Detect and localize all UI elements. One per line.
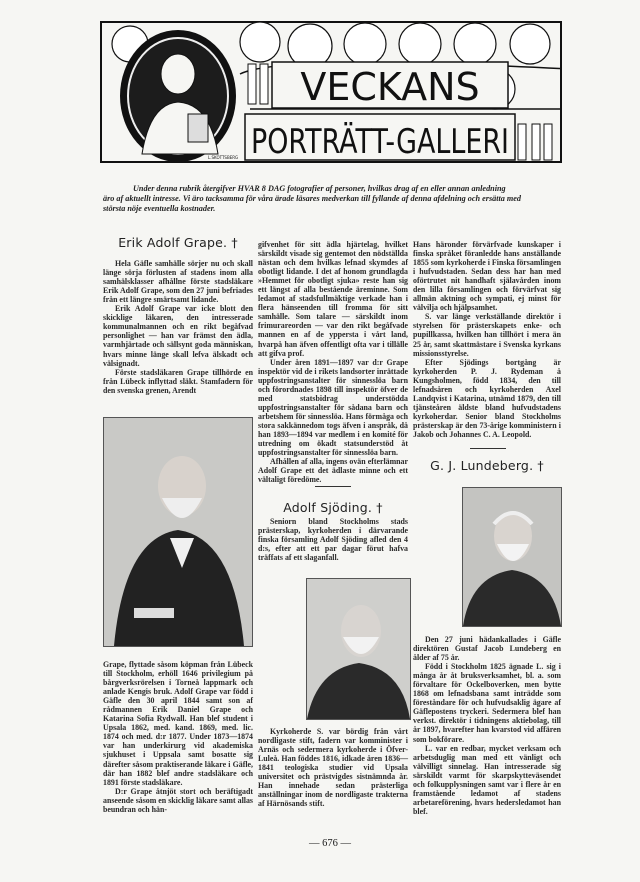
intro-line: Under denna rubrik återgifver HVAR 8 DAG fotografier af personer, hvilkas drag af en eller annan anledning xyxy=(133,184,506,193)
paragraph: L. var en redbar, mycket verksam och arbetsduglig man med ett vänligt och välvilligt sinnelag. Han intresserade sig särskildt varmt för skarpskytteväsendet och folkupplysningen samt var i flere år en framstående ledamot af stadens arbetareförening, hvars hedersledamot han blef. xyxy=(413,743,561,816)
article-lundeberg xyxy=(413,635,561,816)
paragraph: D:r Grape åtnjöt stort och beräftigadt anseende såsom en skicklig läkare samt allas beundran och hän- xyxy=(103,786,253,814)
paragraph: S. var länge verkställande direktör i styrelsen för prästerskapets enke- och pupillkassa, hvilken han tillhört i mera än 25 år, samt skattmästare i Svenska kyrkans missionsstyrelse. xyxy=(413,312,561,358)
paragraph: Erik Adolf Grape var icke blott den skicklige läkaren, den intresserade kommunalmannen och en rikt begåfvad personlighet — han var främst den ädla, varmhjärtade och sällsynt goda människan, hvars minne länge skall lefva älskadt och välsignadt. xyxy=(103,304,253,368)
paragraph: Född i Stockholm 1825 ägnade L. sig i många år åt bruksverksamhet, bl. a. som förvaltare för Ockelboverken, men bytte 1868 om lefnadsbana samt inträdde som föreståndare för och hufvudsaklig ägare af Gäflepostens tryckeri. Sedermera blef han verkst. direktör i tidningens aktiebolag, till år 1897, hvarefter han kvarstod vid affären som bokförare. xyxy=(413,662,561,744)
portrait-photo-lundeberg xyxy=(462,487,562,627)
veckans-portratt-galleri-banner xyxy=(100,14,562,164)
paragraph: Kyrkoherde S. var bördig från vårt nordligaste stift, fadern var komminister i Arnäs och sedermera kyrkoherde i Öfver-Luleå. Han föddes 1816, idkade åren 1836—1841 teologiska studier vid Upsala universitet och prästvigdes sistnämnda år. Han innehade sedan prästerliga anställningar inom de nordligaste trakterna af Härnösands stift. xyxy=(258,727,408,809)
article-sjoding-bottom xyxy=(258,727,408,808)
portrait-photo-sjoding xyxy=(306,578,411,720)
article-lundeberg-heading-wrap xyxy=(413,458,561,473)
banner-title-line2: PORTRÄTT-GALLERI xyxy=(251,122,509,162)
artist-signature: L.SKOTTSBERG xyxy=(208,155,239,160)
paragraph: gifvenhet för sitt ädla hjärtelag, hvilket särskildt visade sig gentemot den nödställda nästan och dem hvilkas lefnad skymdes af obotligt lidande. I det af honom grundlagda »Hemmet för obotligt sjuka» reste han sig ett längst af alla bestående äreminne. Som ledamot af stadsfullmäktige verkade han i flera hänseenden till fromma för sitt samhälle. Som talare — särskildt inom frimurareorden — var den rikt begåfvade mannen en af de yppersta i vårt land, hvarpå han äfven offentligt ofta var i tillälle att gifva prof. xyxy=(258,240,408,358)
banner-title-line1: VECKANS xyxy=(300,65,480,109)
paragraph: Hans häronder förvärfvade kunskaper i finska språket föranledde hans anställande 1855 som kyrkoherde i Finska församlingen i hufvudstaden. Sedan dess har han med oförtrutet nit handhaft själavården inom den lilla församlingen och förvärfvat sig allmän aktning och sympati, ej minst för välvilja och hjälpsamhet. xyxy=(413,240,561,313)
article-heading-grape: Erik Adolf Grape. † xyxy=(118,235,238,250)
article-sjoding-top xyxy=(258,500,408,563)
paragraph: Grape, flyttade såsom köpman från Lübeck till Stockholm, erhöll 1646 privilegium på bårgverksrörelsen i Torneå lappmark och anlade Kengis bruk. Adolf Grape var född i Gäfle den 30 april 1844 samt son af rådmannen Erik Daniel Grape och Katarina Sofia Rydwall. Han blef student i Upsala 1862, med. kand. 1869, med. lic. 1874 och med. d:r 1877. Under 1873—1874 var han underkirurg vid akademiska sjukhuset i Uppsala samt bosatte sig därefter såsom praktiserande läkare i Gäfle, där han 1882 blef andre stadsläkare och 1891 förste stadsläkare. xyxy=(103,660,253,787)
article-grape-continued xyxy=(258,240,408,484)
article-heading-sjoding: Adolf Sjöding. † xyxy=(283,500,383,515)
paragraph: Den 27 juni hädankallades i Gäfle direktören Gustaf Jacob Lundeberg en ålder af 75 år. xyxy=(413,635,561,663)
article-sjoding-continued xyxy=(413,240,561,439)
paragraph: Efter Sjödings bortgång är kyrkoherden P. J. Rydeman å Kungsholmen, född 1834, den till lefnadsåren och kyrkoherden Axel Landqvist i Katarina, utnämd 1879, den till tjänsteåren äldste bland hufvudstadens kyrkoherdar. Senior bland Stockholms prästerskap är den 73-årige komministern i Jakob och Johannes C. A. Leopold. xyxy=(413,357,561,439)
portrait-photo-grape xyxy=(103,417,253,647)
paragraph: Afhållen af alla, ingens ovän efterlämnar Adolf Grape ett det ädlaste minne och ett vältaligt föredöme. xyxy=(258,457,408,485)
section-divider xyxy=(470,448,506,449)
paragraph: Seniorn bland Stockholms stads prästerskap, kyrkoherden i därvarande finska församling Adolf Sjöding afled den 4 d:s, efter att ett par dagar förut hafva träffats af ett slaganfall. xyxy=(258,517,408,563)
intro-line: äro af aktuellt intresse. Vi äro tacksamma för våra ärade läsares medverkan till fyllande af denna afdelning och ersätta med xyxy=(103,194,522,203)
paragraph: Under åren 1891—1897 var d:r Grape inspektör vid de i rikets landsorter inrättade uppfostringsanstalter för sinnesslöa barn och förordnades 1898 till inspektör öfver de med statsbidrag understödda uppfostringsanstalter för sådana barn och arbetshem för sinnesslöa. Hans förmåga och stora sakkännedom togs äfven i anspråk, då han 1893—1894 var medlem i en komité för utredning om ökadt statsunderstöd åt uppfostringsanstalter för sinnesslöa barn. xyxy=(258,357,408,458)
portrait-medallion xyxy=(120,30,239,162)
article-grape-bottom xyxy=(103,660,253,814)
paragraph: Hela Gäfle samhälle sörjer nu och skall länge sörja förlusten af stadens inom alla samhälsklasser afhållne förste stadsläkare Erik Adolf Grape, som den 27 juni befriades från ett längre smärtsamt lidande. xyxy=(103,259,253,305)
paragraph: Förste stadsläkaren Grape tillhörde en från Lübeck inflyttad släkt. Stamfadern för den svenska grenen, Arendt xyxy=(103,367,253,395)
intro-line: största nöje eventuella kostnader. xyxy=(103,204,216,213)
article-heading-lundeberg: G. J. Lundeberg. † xyxy=(430,458,544,473)
article-grape-top xyxy=(103,235,253,395)
section-divider xyxy=(315,486,351,487)
page-number: — 676 — xyxy=(309,838,351,849)
intro-text xyxy=(103,184,560,214)
